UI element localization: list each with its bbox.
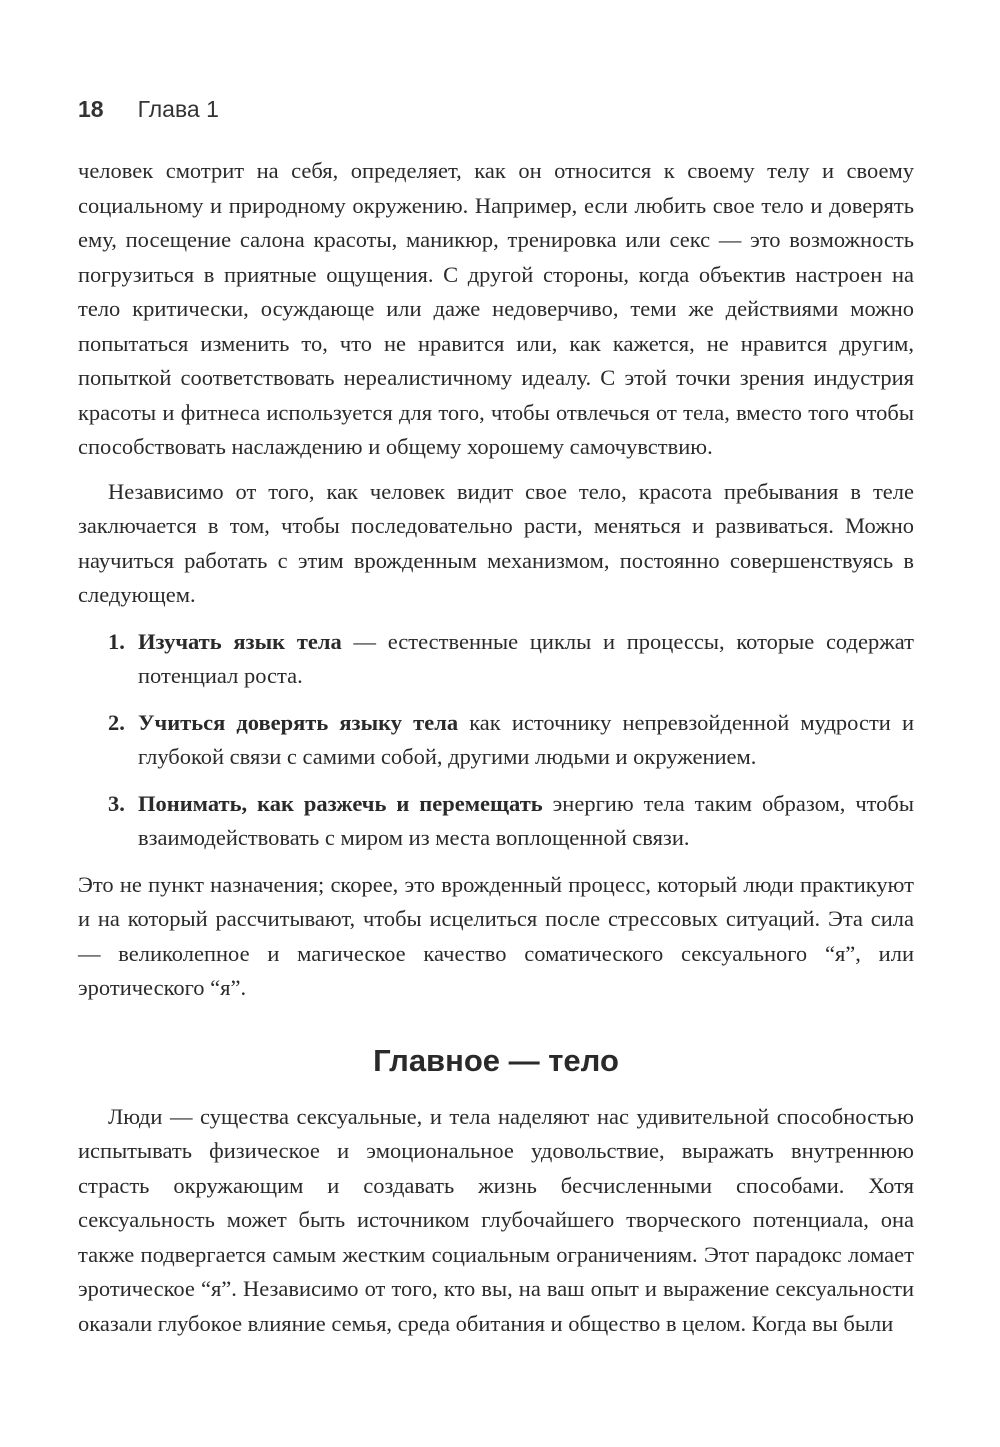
list-item-number: 1. [108,628,125,654]
list-item-bold: Понимать, как разжечь и перемещать [138,790,543,816]
paragraph-4: Люди — существа сексуальные, и тела наделяют нас удивительной способностью испытывать физическое и эмоциональное удовольствие, выражать внутреннюю страсть окружающим и создавать жизнь бесчисленными способами. Хотя сексуальность может быть источником глубочайшего творческого потенциала, она также подвергается самым жестким социальным ограничениям. Этот парадокс ломает эротическое “я”. Независимо от того, кто вы, на ваш опыт и выражение сексуальности оказали глубокое влияние семья, среда обитания и общество в целом. Когда вы были [78,1103,914,1336]
running-head [78,92,219,126]
list-item-bold: Изучать язык тела [138,628,342,654]
numbered-list [78,625,914,856]
list-item-text: энергию тела таким образом, чтобы взаимодействовать с миром из места воплощенной связи. [138,790,914,850]
list-item-text: как источнику непревзойденной мудрости и глубокой связи с самими собой, другими людьми и окружением. [138,709,914,769]
section-heading: Главное — тело [373,1042,619,1078]
chapter-title: Глава 1 [137,96,219,122]
list-item-number: 3. [108,790,125,816]
paragraph-1: человек смотрит на себя, определяет, как он относится к своему телу и своему социальному и природному окружению. Например, если любить свое тело и доверять ему, посещение салона красоты, маникюр, тренировка или секс — это возможность погрузиться в приятные ощущения. С другой стороны, когда объектив настроен на тело критически, осуждающе или даже недоверчиво, теми же действиями можно попытаться изменить то, что не нравится или, как кажется, не нравится другим, попыткой соответствовать нереалистичному идеалу. С этой точки зрения индустрия красоты и фитнеса используется для того, чтобы отвлечься от тела, вместо того чтобы способствовать наслаждению и общему хорошему самочувствию. [78,158,914,459]
list-item [78,787,914,856]
paragraph-2: Независимо от того, как человек видит свое тело, красота пребывания в теле заключается в том, чтобы последовательно расти, меняться и развиваться. Можно научиться работать с этим врожденным механизмом, постоянно совершенствуясь в следующем. [78,478,914,607]
list-item-text: — естественные циклы и процессы, которые содержат потенциал роста. [138,628,914,688]
list-item-number: 2. [108,709,125,735]
list-item [78,625,914,694]
page-body [78,154,914,1341]
page-number: 18 [78,96,104,122]
list-item [78,706,914,775]
list-item-bold: Учиться доверять языку тела [138,709,459,735]
paragraph-3: Это не пункт назначения; скорее, это врожденный процесс, который люди практикуют и на который рассчитывают, чтобы исцелиться после стрессовых ситуаций. Эта сила — великолепное и магическое качество соматического сексуального “я”, или эротического “я”. [78,871,914,1000]
